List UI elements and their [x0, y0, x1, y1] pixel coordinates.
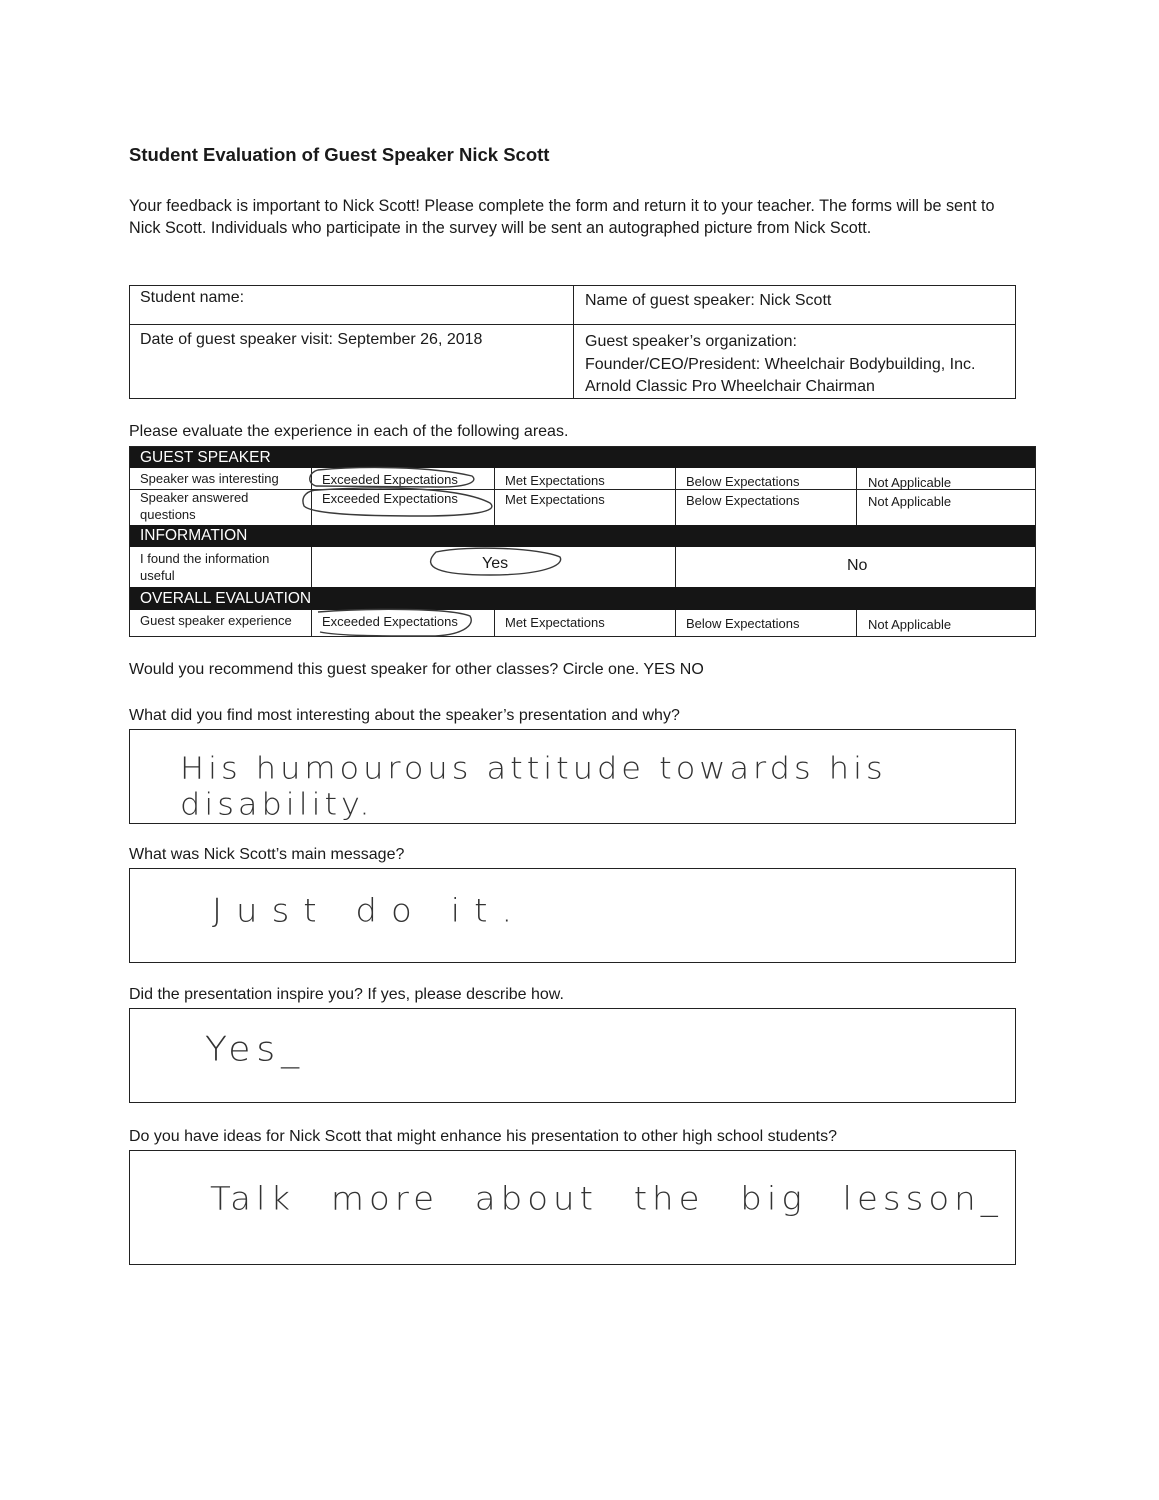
- handwritten-answer: Yes_: [205, 1030, 306, 1069]
- row-label-speaker-interesting: Speaker was interesting: [140, 471, 279, 486]
- recommend-question: Would you recommend this guest speaker for other classes? Circle one. YES NO: [129, 661, 704, 678]
- handwritten-answer: Just do it.: [212, 892, 527, 930]
- question-inspire: Did the presentation inspire you? If yes, please describe how.: [129, 986, 564, 1003]
- form-title: Student Evaluation of Guest Speaker Nick Scott: [129, 144, 550, 165]
- question-main-message: What was Nick Scott’s main message?: [129, 846, 405, 863]
- option-exceeded[interactable]: Exceeded Expectations: [322, 472, 458, 487]
- evaluation-prompt: Please evaluate the experience in each of the following areas.: [129, 423, 569, 440]
- option-not-applicable[interactable]: Not Applicable: [868, 617, 952, 632]
- section-header-overall: OVERALL EVALUATION: [130, 587, 1035, 610]
- option-not-applicable[interactable]: Not Applicable: [868, 494, 952, 509]
- handwritten-answer: Talk more about the big lesson_: [210, 1180, 1003, 1218]
- option-met[interactable]: Met Expectations: [505, 615, 605, 630]
- option-below[interactable]: Below Expectations: [686, 474, 800, 489]
- option-exceeded[interactable]: Exceeded Expectations: [322, 614, 458, 629]
- answer-box-main-message[interactable]: [129, 868, 1016, 963]
- row-label-experience: Guest speaker experience: [140, 613, 292, 628]
- option-below[interactable]: Below Expectations: [686, 493, 800, 508]
- speaker-name-cell: Name of guest speaker: Nick Scott: [585, 292, 832, 309]
- handwritten-answer: His humourous attitude towards his disability.: [180, 749, 887, 823]
- row-label-info-useful: I found the information useful: [140, 551, 270, 583]
- option-no[interactable]: No: [847, 557, 868, 574]
- option-exceeded[interactable]: Exceeded Expectations: [322, 491, 458, 506]
- answer-box-most-interesting[interactable]: [129, 729, 1016, 824]
- org-label: Guest speaker’s organization:: [585, 333, 797, 350]
- question-ideas: Do you have ideas for Nick Scott that might enhance his presentation to other high school students?: [129, 1128, 837, 1145]
- question-most-interesting: What did you find most interesting about the speaker’s presentation and why?: [129, 707, 680, 724]
- org-line-1: Founder/CEO/President: Wheelchair Bodybuilding, Inc.: [585, 356, 976, 373]
- option-yes[interactable]: Yes: [482, 555, 509, 572]
- option-not-applicable[interactable]: Not Applicable: [868, 475, 952, 490]
- visit-date-cell: Date of guest speaker visit: September 26, 2018: [140, 331, 483, 348]
- answer-box-inspire[interactable]: [129, 1008, 1016, 1103]
- section-header-guest-speaker: GUEST SPEAKER: [130, 447, 1035, 468]
- answer-box-ideas[interactable]: [129, 1150, 1016, 1265]
- option-met[interactable]: Met Expectations: [505, 473, 605, 488]
- option-below[interactable]: Below Expectations: [686, 616, 800, 631]
- org-line-2: Arnold Classic Pro Wheelchair Chairman: [585, 378, 875, 395]
- intro-paragraph: Your feedback is important to Nick Scott! Please complete the form and return it to your teacher. The forms will be sent to Nick Scott. Individuals who participate in the survey will be sent an autographed picture from Nick Scott.: [129, 197, 995, 237]
- row-label-speaker-answered: Speaker answered questions: [140, 490, 249, 522]
- section-header-information: INFORMATION: [130, 525, 1035, 547]
- evaluation-table: [129, 446, 1036, 637]
- info-table: [129, 285, 1016, 399]
- option-met[interactable]: Met Expectations: [505, 492, 605, 507]
- student-name-field[interactable]: Student name:: [140, 289, 245, 306]
